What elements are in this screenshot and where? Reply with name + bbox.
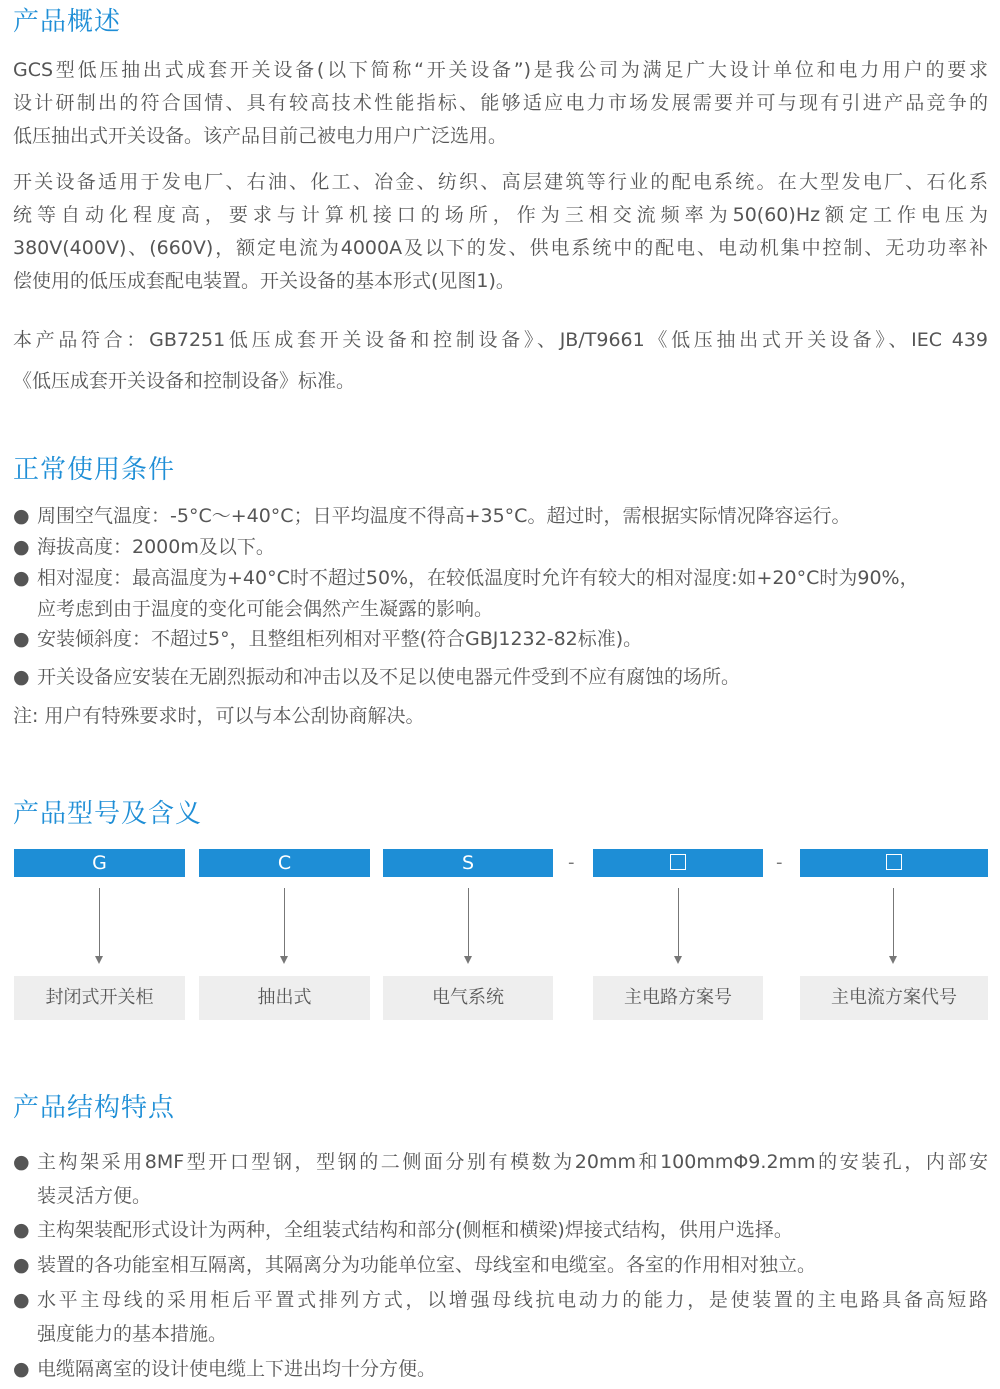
arrow-down-icon bbox=[464, 956, 472, 964]
structure-item-1-line-1: 主构架采用8MF型开口型钢，型钢的二侧面分别有模数为20mm和100mmΦ9.2mm的安装孔，内部安 bbox=[37, 1151, 988, 1173]
conditions-note: 注: 用户有特殊要求时，可以与本公刮协商解决。 bbox=[13, 705, 425, 727]
overview-p3-line-2: 《低压成套开关设备和控制设备》标准。 bbox=[13, 370, 356, 392]
model-code-g: G bbox=[14, 849, 185, 877]
model-code-circuit-scheme bbox=[593, 849, 763, 877]
overview-p2-line-4: 偿使用的低压成套配电装置。开关设备的基本形式(见图1)。 bbox=[13, 270, 515, 292]
bullet-icon: ● bbox=[13, 1151, 30, 1173]
overview-paragraph-1 bbox=[13, 54, 988, 153]
structure-item-2 bbox=[13, 1213, 988, 1247]
model-meaning-electrical-system: 电气系统 bbox=[383, 976, 553, 1020]
condition-item-1 bbox=[13, 501, 988, 532]
model-meaning-circuit-scheme: 主电路方案号 bbox=[593, 976, 763, 1020]
model-meaning-withdrawable: 抽出式 bbox=[199, 976, 370, 1020]
overview-paragraph-2 bbox=[13, 166, 988, 298]
blank-square-icon bbox=[670, 854, 686, 870]
overview-heading: 产品概述 bbox=[13, 7, 122, 37]
condition-item-5-text: 开关设备应安装在无剧烈振动和冲击以及不足以使电器元件受到不应有腐蚀的场所。 bbox=[37, 666, 741, 688]
structure-item-5-text: 电缆隔离室的设计使电缆上下进出均十分方便。 bbox=[37, 1358, 437, 1380]
overview-p2-line-1: 开关设备适用于发电厂、右油、化工、冶金、纺织、高层建筑等行业的配电系统。在大型发电厂、石化系 bbox=[13, 171, 988, 193]
overview-paragraph-3 bbox=[13, 320, 988, 402]
model-heading: 产品型号及含义 bbox=[13, 799, 203, 829]
structure-item-5 bbox=[13, 1352, 988, 1386]
arrow-line bbox=[893, 888, 894, 958]
model-separator-2: - bbox=[776, 852, 783, 873]
overview-p2-line-3: 380V(400V)、(660V)，额定电流为4000A及以下的发、供电系统中的配电、电动机集中控制、无功功率补 bbox=[13, 237, 988, 259]
bullet-icon: ● bbox=[13, 1358, 30, 1380]
structure-heading: 产品结构特点 bbox=[13, 1093, 176, 1123]
overview-p1-line-3: 低压抽出式开关设备。该产品目前己被电力用户广泛选用。 bbox=[13, 125, 508, 147]
structure-item-4 bbox=[13, 1283, 988, 1351]
bullet-icon: ● bbox=[13, 536, 30, 558]
structure-item-1-line-2: 装灵活方便。 bbox=[37, 1185, 152, 1207]
arrow-line bbox=[678, 888, 679, 958]
overview-p3-line-1: 本产品符合：GB7251低压成套开关设备和控制设备》、JB/T9661《低压抽出式开关设备》、IEC 439 bbox=[13, 329, 988, 351]
arrow-line bbox=[284, 888, 285, 958]
arrow-down-icon bbox=[95, 956, 103, 964]
model-meaning-enclosed-cabinet: 封闭式开关柜 bbox=[14, 976, 185, 1020]
overview-p1-line-1: GCS型低压抽出式成套开关设备(以下简称“开关设备”)是我公司为满足广大设计单位和电力用户的要求 bbox=[13, 59, 988, 81]
bullet-icon: ● bbox=[13, 567, 30, 589]
blank-square-icon bbox=[886, 854, 902, 870]
conditions-heading: 正常使用条件 bbox=[13, 455, 176, 485]
bullet-icon: ● bbox=[13, 1254, 30, 1276]
structure-item-3 bbox=[13, 1248, 988, 1282]
bullet-icon: ● bbox=[13, 1289, 30, 1311]
overview-p1-line-2: 设计研制出的符合国情、具有较高技术性能指标、能够适应电力市场发展需要并可与现有引进产品竞争的 bbox=[13, 92, 988, 114]
structure-item-4-line-2: 强度能力的基本措施。 bbox=[37, 1323, 228, 1345]
arrow-line bbox=[99, 888, 100, 958]
condition-item-4-text: 安装倾斜度：不超过5°，且整组柜列相对平整(符合GBJ1232-82标准)。 bbox=[37, 628, 643, 650]
arrow-down-icon bbox=[280, 956, 288, 964]
model-code-c: C bbox=[199, 849, 370, 877]
structure-item-3-text: 装置的各功能室相互隔离，其隔离分为功能单位室、母线室和电缆室。各室的作用相对独立。 bbox=[37, 1254, 817, 1276]
structure-item-1 bbox=[13, 1145, 988, 1213]
condition-item-2 bbox=[13, 532, 988, 563]
arrow-line bbox=[468, 888, 469, 958]
condition-item-5 bbox=[13, 662, 988, 693]
condition-item-3-line-1: 相对湿度：最高温度为+40°C时不超过50%，在较低温度时允许有较大的相对湿度:如+20°C时为90%， bbox=[37, 567, 919, 589]
bullet-icon: ● bbox=[13, 628, 30, 650]
model-code-current-scheme bbox=[800, 849, 988, 877]
condition-item-1-text: 周围空气温度：-5°C～+40°C；日平均温度不得高+35°C。超过时，需根据实际情况降容运行。 bbox=[37, 505, 851, 527]
model-code-s: S bbox=[383, 849, 553, 877]
model-meaning-current-scheme: 主电流方案代号 bbox=[800, 976, 988, 1020]
overview-p2-line-2: 统等自动化程度高，要求与计算机接口的场所，作为三相交流频率为50(60)Hz额定工作电压为 bbox=[13, 204, 988, 226]
bullet-icon: ● bbox=[13, 505, 30, 527]
model-separator-1: - bbox=[568, 852, 575, 873]
arrow-down-icon bbox=[889, 956, 897, 964]
condition-item-3 bbox=[13, 563, 988, 625]
condition-item-4 bbox=[13, 624, 988, 655]
structure-item-4-line-1: 水平主母线的采用柜后平置式排列方式，以增强母线抗电动力的能力，是使装置的主电路具备高短路 bbox=[37, 1289, 988, 1311]
condition-item-2-text: 海拔高度：2000m及以下。 bbox=[37, 536, 275, 558]
arrow-down-icon bbox=[674, 956, 682, 964]
bullet-icon: ● bbox=[13, 666, 30, 688]
bullet-icon: ● bbox=[13, 1219, 30, 1241]
condition-item-3-line-2: 应考虑到由于温度的变化可能会偶然产生凝露的影响。 bbox=[37, 598, 494, 620]
structure-item-2-text: 主构架装配形式设计为两种，全组装式结构和部分(侧框和横梁)焊接式结构，供用户选择。 bbox=[37, 1219, 793, 1241]
